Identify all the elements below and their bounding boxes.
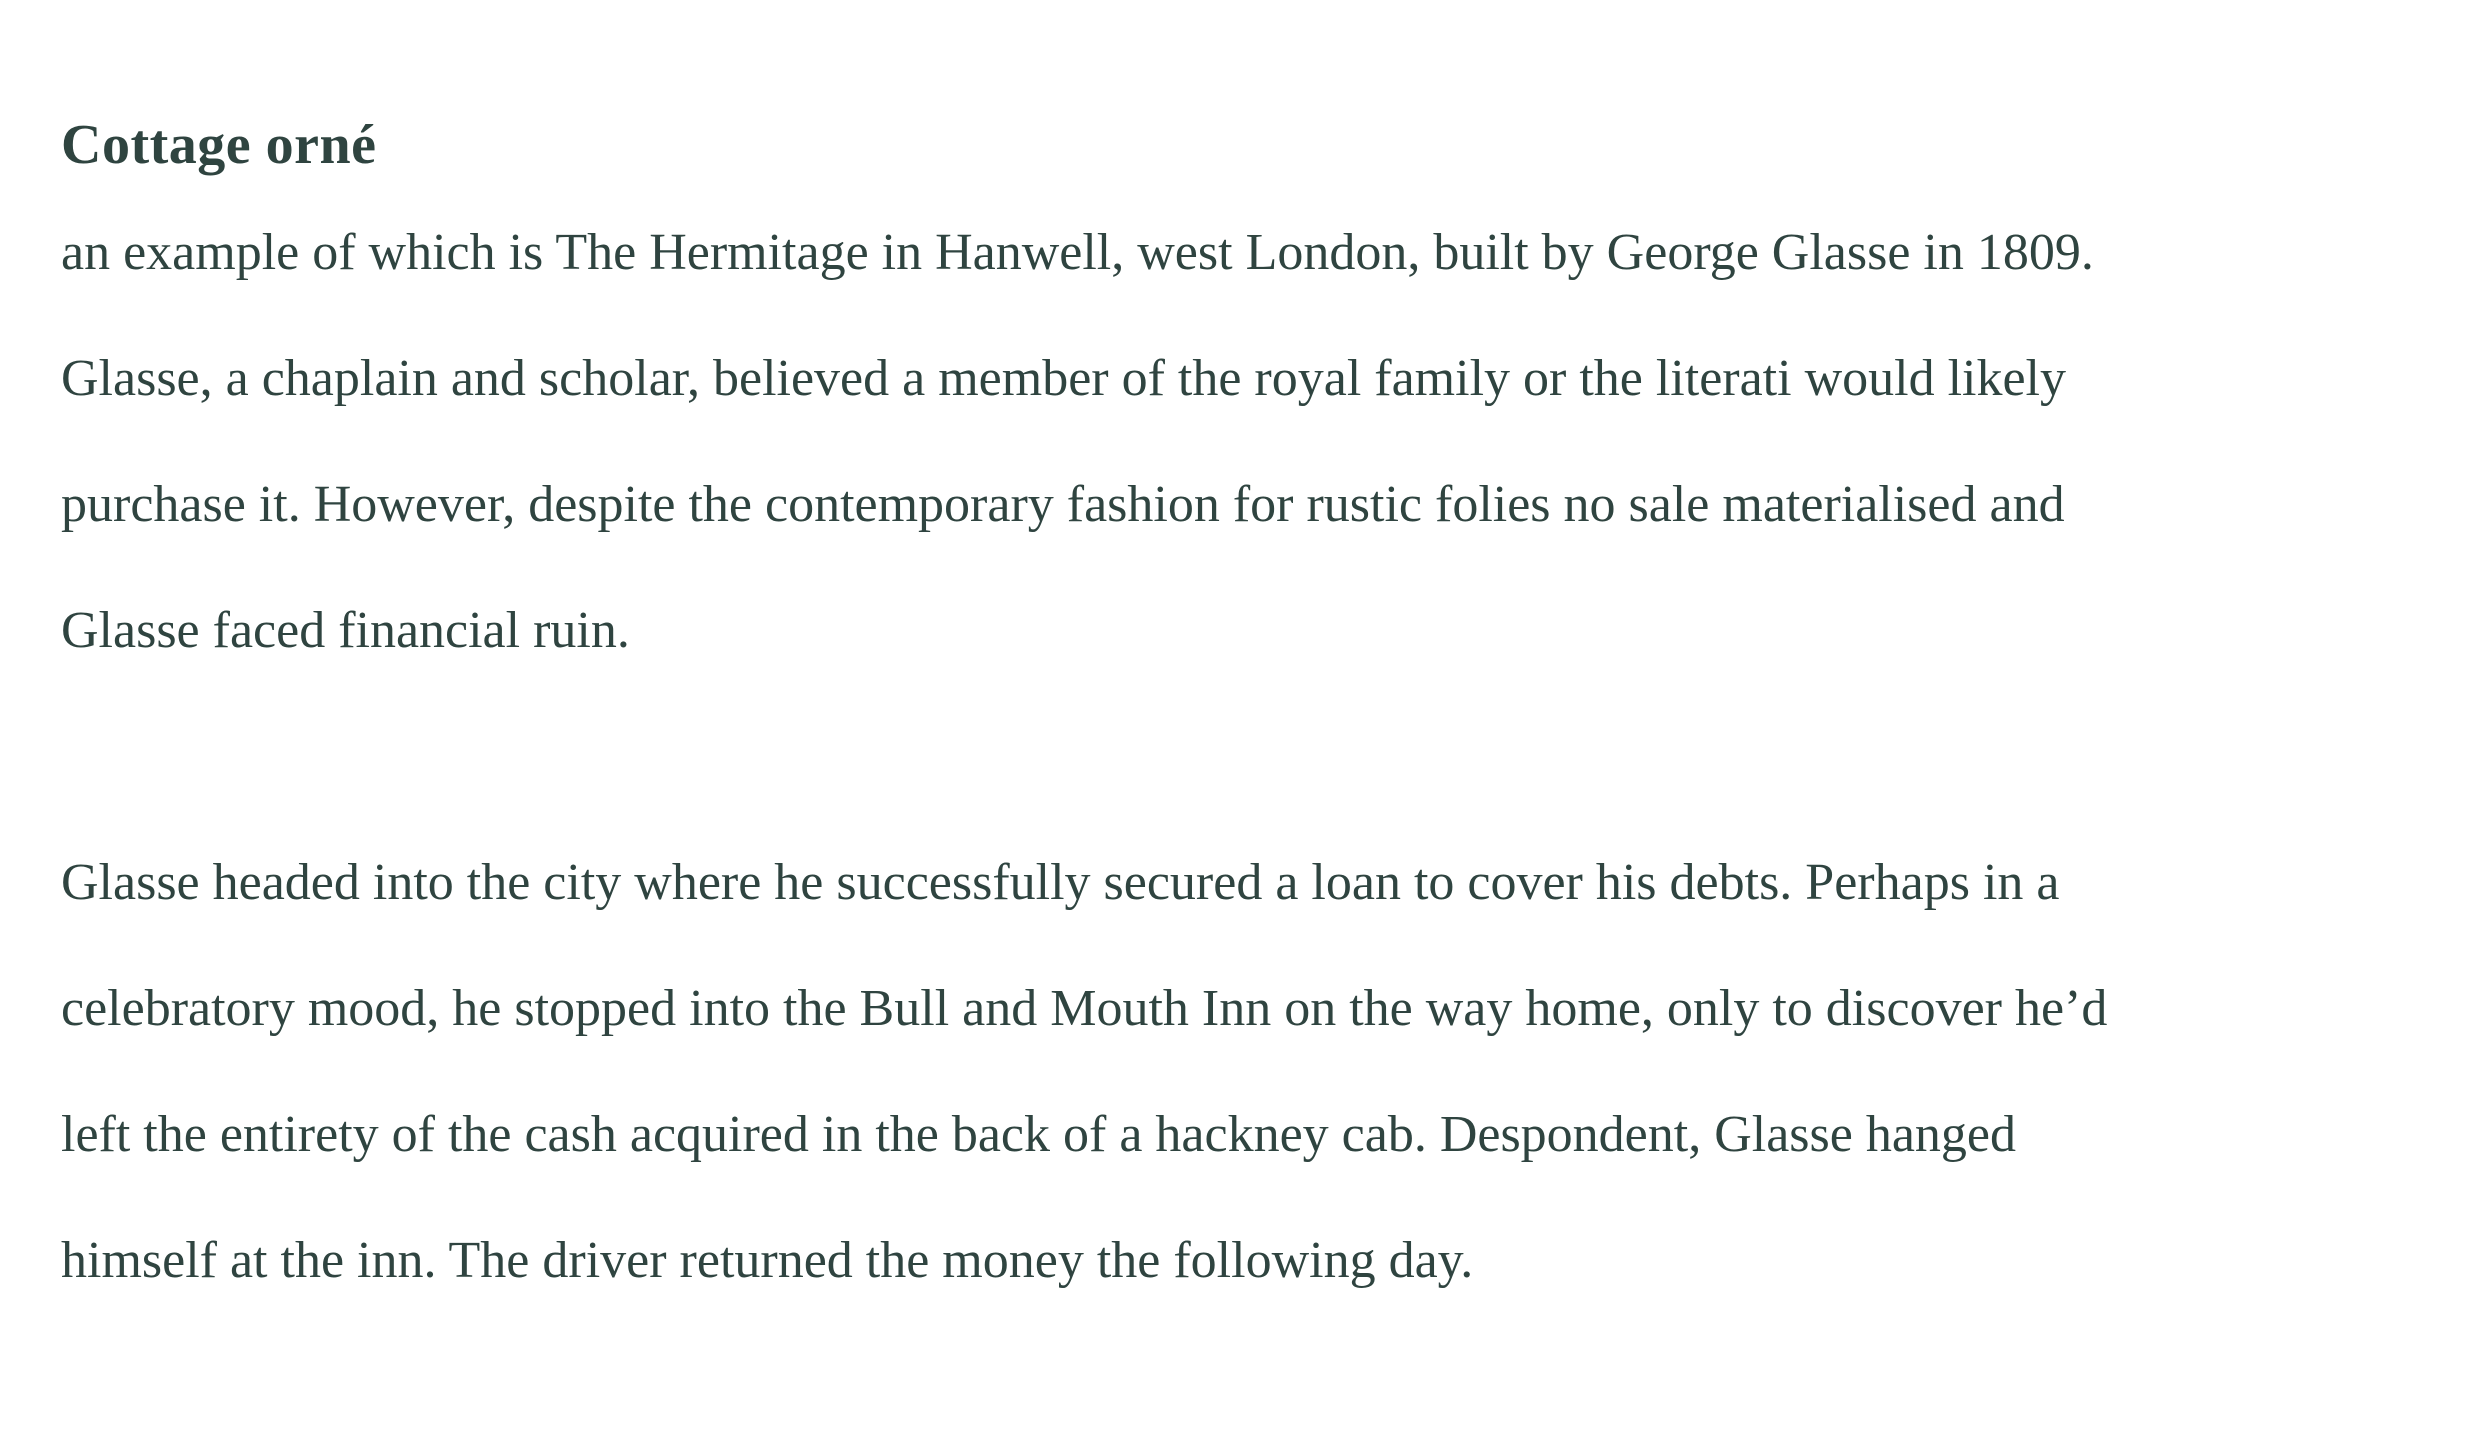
- paragraph-line: himself at the inn. The driver returned the money the following day.: [61, 1232, 1474, 1289]
- article: [61, 100, 2401, 1324]
- paragraph-line: left the entirety of the cash acquired in the back of a hackney cab. Despondent, Glasse hanged: [61, 1106, 2017, 1163]
- paragraph-line: Glasse, a chaplain and scholar, believed a member of the royal family or the literati would likely: [61, 350, 2066, 407]
- paragraph-2: [61, 820, 2401, 1324]
- article-title: Cottage orné: [61, 114, 377, 176]
- paragraph-line: Glasse faced financial ruin.: [61, 602, 630, 659]
- paragraph-line: an example of which is The Hermitage in Hanwell, west London, built by George Glasse in 1809.: [61, 224, 2094, 281]
- paragraph-1: [61, 190, 2401, 694]
- paragraph-line: celebratory mood, he stopped into the Bull and Mouth Inn on the way home, only to discover he’d: [61, 980, 2108, 1037]
- paragraph-line: Glasse headed into the city where he successfully secured a loan to cover his debts. Perhaps in a: [61, 854, 2060, 911]
- paragraph-line: purchase it. However, despite the contemporary fashion for rustic folies no sale materialised and: [61, 476, 2065, 533]
- paragraph-spacer: [61, 694, 2401, 820]
